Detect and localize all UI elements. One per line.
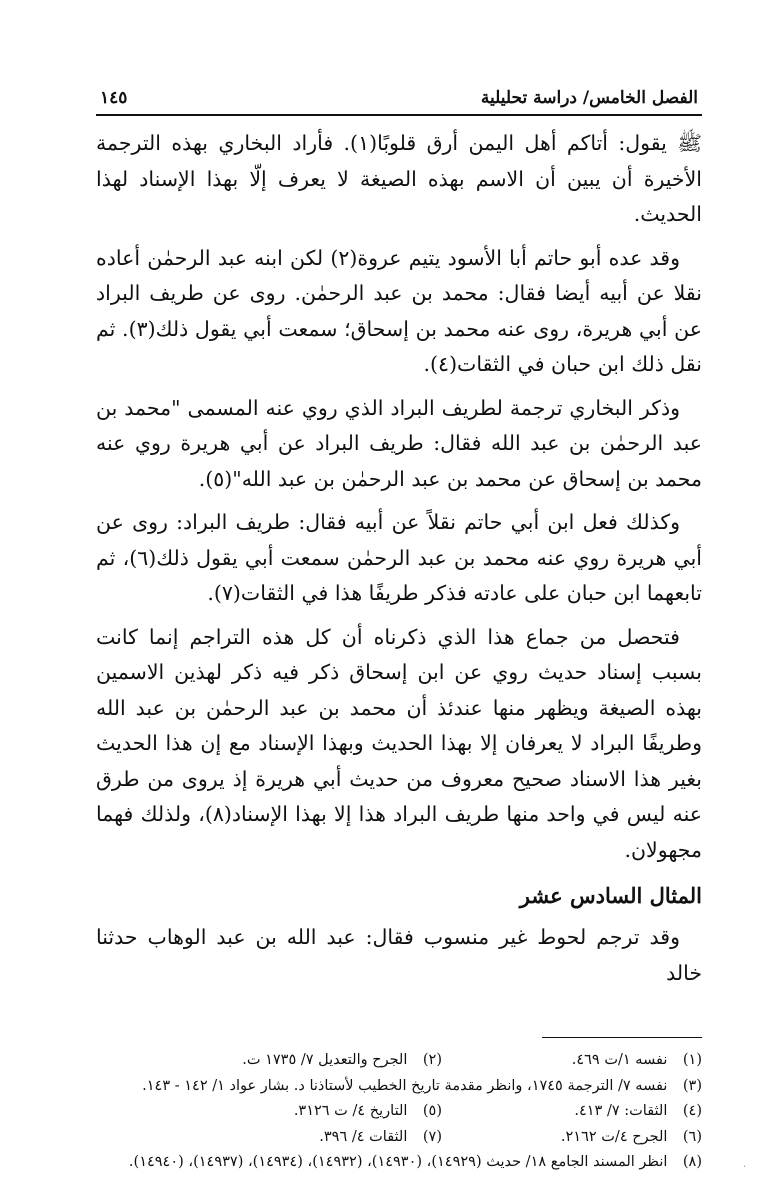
- footnote-number: (٧): [422, 1128, 442, 1145]
- footnote-item: [96, 1125, 442, 1151]
- footnote-item: [442, 1048, 702, 1074]
- footnote-number: (٢): [422, 1052, 442, 1068]
- paragraph: ﷺ يقول: أتاكم أهل اليمن أرق قلوبًا(١). فأراد البخاري بهذه الترجمة الأخيرة أن يبين أن الاسم بهذه الصيغة لا يعرف إلّا بهذا الإسناد لهذا الحديث.: [96, 131, 703, 226]
- footnote-text: الجرح ٤/ت ٢١٦٢.: [560, 1128, 668, 1145]
- footnote-number: (٦): [682, 1128, 702, 1145]
- footnote-item: [442, 1099, 702, 1125]
- page-mark: .: [742, 1159, 746, 1170]
- footnote-number: (١): [682, 1052, 702, 1068]
- footnote-item: [96, 1150, 702, 1176]
- footnote-row: [96, 1099, 702, 1125]
- footnote-item: [442, 1125, 702, 1151]
- chapter-title: الفصل الخامس/ دراسة تحليلية: [480, 88, 698, 108]
- footnote-text: التاريخ ٤/ ت ٣١٢٦.: [293, 1103, 408, 1119]
- footnote-item: [96, 1099, 442, 1125]
- paragraph: وكذلك فعل ابن أبي حاتم نقلاً عن أبيه فقال: طريف البراد: روى عن أبي هريرة روي عنه محمد بن عبد الرحمٰن سمعت أبي يقول ذلك(٦)، ثم تابعهما ابن حبان على عادته فذكر طريفًا هذا في الثقات(٧).: [96, 510, 702, 605]
- paragraph: فتحصل من جماع هذا الذي ذكرناه أن كل هذه التراجم إنما كانت بسبب إسناد حديث روي عن ابن إسحاق ذكر فيه ذكر لهذين الاسمين بهذه الصيغة ويظهر منها عندئذ أن محمد بن عبد الرحمٰن بن عبد الله وطريفًا البراد لا يعرفان إلا بهذا الحديث وبهذا الإسناد مع إن هذا الحديث بغير هذا الاسناد صحيح معروف من حديث أبي هريرة إذ يروى من طرق عنه ليس في واحد منها طريف البراد هذا إلا بهذا الإسناد(٨)، ولذلك فهما مجهولان.: [96, 624, 702, 862]
- footnote-text: انظر المسند الجامع ١٨/ حديث (١٤٩٢٩)، (١٤٩٣٠)، (١٤٩٣٢)، (١٤٩٣٤)، (١٤٩٣٧)، (١٤٩٤٠).: [128, 1154, 668, 1170]
- footnote-row: [96, 1125, 702, 1151]
- footnote-number: (٤): [682, 1103, 702, 1119]
- footnote-item: [96, 1074, 702, 1100]
- footnote-text: نفسه ١/ت ٤٦٩.: [571, 1052, 668, 1068]
- footnote-item: [96, 1048, 442, 1074]
- footnotes: [96, 1048, 702, 1176]
- paragraph: وقد عده أبو حاتم أبا الأسود يتيم عروة(٢) لكن ابنه عبد الرحمٰن أعاده نقلا عن أبيه أيضا فقال: محمد بن عبد الرحمٰن. روى عن طريف البراد عن أبي هريرة، روى عنه محمد بن إسحاق؛ سمعت أبي يقول ذلك(٣). ثم نقل ذلك ابن حبان في الثقات(٤).: [96, 245, 702, 376]
- footnote-text: الثقات: ٧/ ٤١٣.: [574, 1103, 668, 1119]
- page-number: ١٤٥: [100, 88, 128, 108]
- footnote-text: الثقات ٤/ ٣٩٦.: [319, 1128, 408, 1145]
- page-header: [96, 88, 702, 116]
- section-heading: المثال السادس عشر: [519, 883, 702, 908]
- paragraph: وقد ترجم لحوط غير منسوب فقال: عبد الله بن عبد الوهاب حدثنا خالد: [96, 925, 702, 985]
- footnote-row: [96, 1048, 702, 1074]
- footnote-number: (٨): [682, 1154, 702, 1170]
- footnote-divider: [542, 1037, 702, 1038]
- footnote-text: نفسه ٧/ الترجمة ١٧٤٥، وانظر مقدمة تاريخ الخطيب لأستاذنا د. بشار عواد ١/ ١٤٢ - ١٤٣.: [142, 1077, 668, 1094]
- main-text: [96, 126, 702, 991]
- footnote-text: الجرح والتعديل ٧/ ١٧٣٥ ت.: [242, 1052, 408, 1068]
- footnote-number: (٥): [422, 1103, 442, 1119]
- paragraph: وذكر البخاري ترجمة لطريف البراد الذي روي عنه المسمى "محمد بن عبد الرحمٰن بن عبد الله فقال: طريف البراد عن أبي هريرة روي عنه محمد بن إسحاق عن محمد بن عبد الرحمٰن بن عبد الله"(٥).: [96, 395, 702, 491]
- footnote-number: (٣): [682, 1077, 702, 1094]
